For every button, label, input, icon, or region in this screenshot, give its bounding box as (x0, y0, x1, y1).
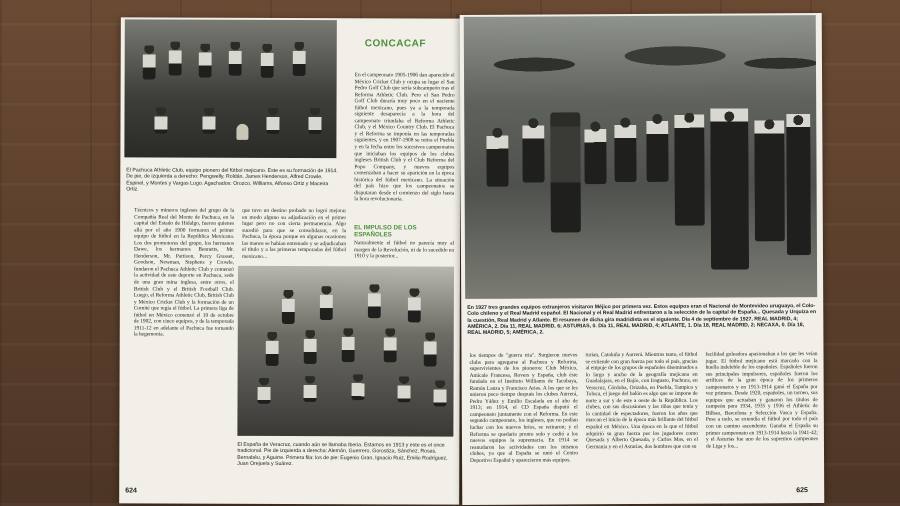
top-photo-caption: El Pachuca Athletic Club, equipo pionero del fútbol mejicano. Este es su formación de 1914. De pie, de izquierda a derecho: Pengwelly, Roldán, James Henderson, Alfred Crowle, Espinel, y Montes y Vargas Lugo. Agachados: Orozco, Williams, Alfonso Ortiz y Maceira Ortiz. (126, 167, 338, 193)
impulso-text: Naturalmente el fútbol no parecía muy al margen de la Revolución, ni de lo sucedido en 1910 y la posterior... (354, 240, 455, 260)
article-column-1: los tiempos de "guerra tria". Surgieron nuevos clubs para agregarse al Pachuca y Reforma, supervivientes de los pioneros: Club México, Amicale Francesa, Rovers y España, club éste fundado en el Instituto Williams de Tacubaya, Ramón Lanza y Francisco Arias. A los que se les unieron poco tiempo después los clubes Aurrerá, Pedro Yáñez y Emilio Escalada en el año de 1913; en 1914, el CD España disputó el campeonato juntamente con el Reforma. En este segundo campeonato, los ingleses, que no podían luchar con los nuevos bríos, se retiraron; y el Reforma se quedaría pronto solo y cedió a los nuevos equipos la supremacía. En 1914 se reanudaron las actividades con los mismos clubes, ya que al España se unió el Centro Deportivo Español y aparecieron más equipos. (469, 352, 579, 464)
pachuca-team-photo (124, 19, 336, 158)
main-article-text: Técnicos y mineros ingleses del grupo de la Compañía Real del Monte de Pachuca, en la capital del Estado de Hidalgo, fueron quienes allá por el año 1900 formaron el primer equipo de fútbol en la República Mexicana. Los dos promotores del grupo, los hermanos Dawe, los hermanos Bennetts, Mr. Henderson, Mr. Pattison, Percy Grasset, Goodson, Newman, Stephens y Crowle, fundaron el Pachuca Athletic Club y comenzó la actividad de este deporte en Pachuca, sede de una gran mina inglesa, entre otros, el British Club y el British Football Club. Luego, el Reforma Athletic Club, British Club y México Cricket Club y la formación de un Comité que regía el fútbol. La primera liga de fútbol en México comenzó el 19 de octubre de 1902, con cinco equipos, y de la temporada 1911-12 en adelante el Pachuca fue tomando la hegemonía. (133, 207, 235, 338)
article-column-2: turian, Cataluña y Aurrerá. Mientras tanto, el fútbol se extiende con gran fuerza por todo el país, gracias al empuje de los grupos de españoles diseminados a lo largo y ancho de la geografía mejicana en Guadalajara, en el Bajío, con Iraguato, Pachuca, en Veracruz, Córdoba, Orizaba, en Puebla, Tampico y Toluca, el juego del balón es algo que se impone de norte a sur y de este a oeste de la República. Los clubes, con sus discusiones y las riñas que tenía y la cantidad de espectadores, fueron los años que marcan el inicio de la época más brillante del fútbol español en México. Una época en la que el fútbol adquirió su gran fuerza por los jugadores como Quesada y Alberto Quesada, y Carlos Mas, en el Germania y en el Asturias, dos hombres que con su (585, 351, 698, 450)
match-photo-caption: En 1927 tres grandes equipos extranjeros visitaron Méjico por primera vez. Estos equipos eran el Nacional de Montevideo uruguayo, el Colo-Colo chileno y el Real Madrid español. El Nacional y el Real Madrid enfrentaron a la selección de la capital de España... Quesada y Urquiza en la cuestión, Real Madrid y Atlante. El resumen de dicha gira madridista es el siguiente. Día 4 de septiembre de 1927, REAL MADRID, 4; AMÉRICA, 2. Día 11, REAL MADRID, 6; ASTURIAS, 0. Día 11, REAL MADRID, 4; ATLANTE, 1. Día 18, REAL MADRID, 2; NECAXA, 0. Día 18, REAL MADRID, 5; AMÉRICA, 2. (467, 303, 817, 337)
article-column-3: facilidad goleadora apasionaban a los que les veían jugar. El fútbol mejicano está marcado con la huella indeleble de los españoles. Españoles fueron sus principales impulsores, españoles fueron los artífices de la gran época de los primeros campeonatos y en 1913-1914 ganó el España por vez primera. Desde 1920, españoles, un torneo, sus equipos que actuaban y ganaron los títulos de campeón para 1934, 1935 y 1936 el Athletic de Bilbao, Barcelona y Selección Vasca y España. Pese a todo, se extendía el fútbol por todo el país con un camino ascendente. Ganaba el España su primer campeonato en 1913-1914 hasta la 1941-42; y el Asturias fue uno de los supremos campeones de Liga y los... (705, 351, 818, 450)
mid-column-text: que tuvo un destino probado no logró mejorar en modo alguno su adjudicación en el primer lugar pero no con cierta permanencia. Algo sucedió para que se consolidaran, en la Pachuca, la época porque en algunas ocasiones las manos se habían entrenado y se adjudicaban el título y a las primeras temporadas del fútbol mexicano... (242, 207, 347, 260)
real-madrid-match-photo (464, 15, 817, 299)
right-page (460, 13, 825, 505)
tree-line (464, 15, 816, 97)
trophy-icon (236, 124, 248, 140)
impulso-subheading: EL IMPULSO DE LOS ESPAÑOLES (354, 224, 417, 239)
page-number: 625 (796, 487, 808, 495)
espana-veracruz-photo (237, 266, 454, 437)
page-number: 624 (125, 487, 137, 495)
section-title: CONCACAF (364, 38, 426, 50)
right-column-text: En el campeonato 1905-1906 dan aparecido el México Cricket Club y ocupa su lugar el San Pedro Golf Club que sería subcampeón tras el Reforma Athletic Club. Pero el San Pedro Golf Club duraría muy poco en el naciente fútbol mexicano, pues ya a la temporada siguiente desaparecía a la hora del campeonato triunfaba el Reforma Athletic Club, y el México Country Club. El Pachuca y el Reforma se imponía en las temporadas siguientes, y en 1907-1908 se retira el Puebla y en la fecha entre los sucesivos campeonatos que iniciaban los equipos de los clubes ingleses British Club y el Club Reforma del Popo Company, y nuevos equipos comenzaban a hacer su aparición en la época histórica del fútbol mexicano. La situación del país hizo que los campeonatos se disputaran desde el comienzo del siglo hasta la hora revolucionaria. (354, 72, 455, 203)
bottom-photo-caption: El España de Veracruz, cuando aún se llamaba Iberia. Estamos en 1913 y este es el once tradicional. Pie de izquierda a derecha: Alemán, Guerrero, Gorostiza, Sánchez, Rosas, Bernabéu, y Aguirre. Primera fila: los de pie: Eugenio Gran, Ignacio Ruiz, Emilio Rodríguez, Juan Orejuela y Suárez. (237, 441, 448, 467)
left-page (119, 17, 461, 504)
